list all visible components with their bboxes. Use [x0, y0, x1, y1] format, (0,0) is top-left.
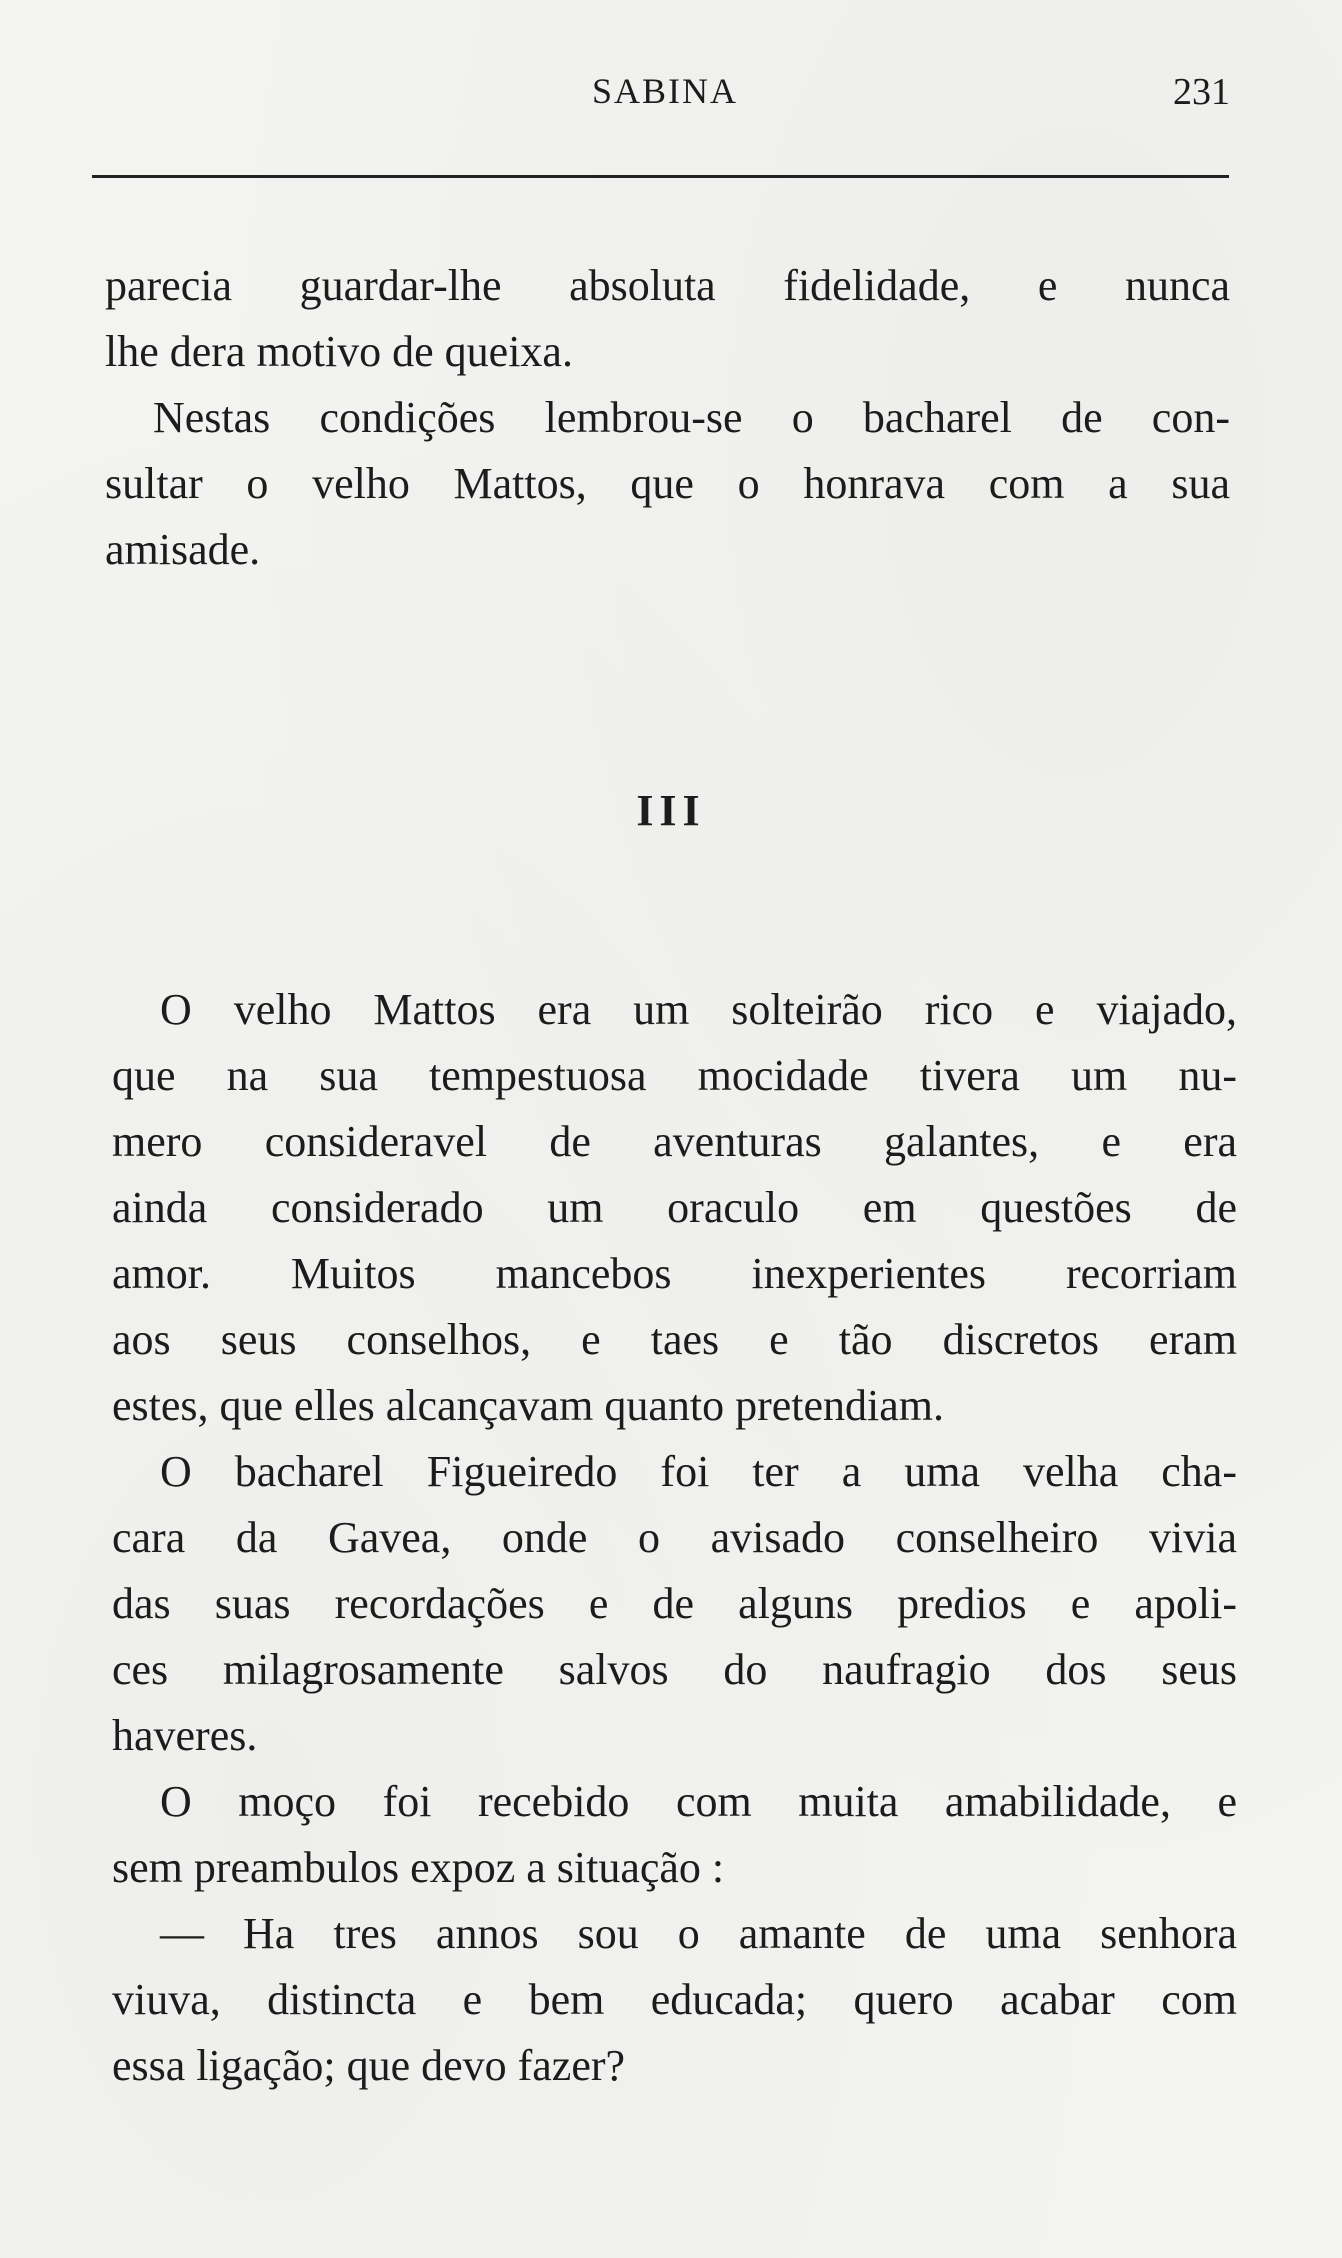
text-line: — Ha tres annos sou o amante de uma senhora [160, 1909, 1237, 1958]
text-line: amisade. [105, 525, 261, 574]
text-line: essa ligação; que devo fazer? [112, 2041, 626, 2090]
text-line: parecia guardar-lhe absoluta fidelidade, e nunca [105, 261, 1230, 310]
text-line: sultar o velho Mattos, que o honrava com a sua [105, 459, 1230, 508]
text-line: amor. Muitos mancebos inexperientes recorriam [112, 1249, 1237, 1298]
text-line: cara da Gavea, onde o avisado conselheiro vivia [112, 1513, 1237, 1562]
text-line: O moço foi recebido com muita amabilidade, e [160, 1777, 1237, 1826]
text-line: das suas recordações e de alguns predios e apoli- [112, 1579, 1237, 1628]
running-head [100, 70, 1230, 120]
text-line: lhe dera motivo de queixa. [105, 327, 573, 376]
text-line: Nestas condições lembrou-se o bacharel de con- [153, 393, 1230, 442]
text-line: O velho Mattos era um solteirão rico e viajado, [160, 985, 1237, 1034]
text-line: aos seus conselhos, e taes e tão discretos eram [112, 1315, 1237, 1364]
text-line: viuva, distincta e bem educada; quero acabar com [112, 1975, 1237, 2024]
text-line: sem preambulos expoz a situação : [112, 1843, 725, 1892]
text-line: que na sua tempestuosa mocidade tivera um nu- [112, 1051, 1237, 1100]
page-number: 231 [1173, 71, 1230, 113]
text-line: O bacharel Figueiredo foi ter a uma velha cha- [160, 1447, 1237, 1496]
text-line: ces milagrosamente salvos do naufragio dos seus [112, 1645, 1237, 1694]
text-line: haveres. [112, 1711, 258, 1760]
text-line: mero consideravel de aventuras galantes, e era [112, 1117, 1237, 1166]
text-line: estes, que elles alcançavam quanto pretendiam. [112, 1381, 944, 1430]
running-title: SABINA [591, 71, 738, 111]
paragraph-block-chapter [112, 977, 1237, 2099]
text-line: ainda considerado um oraculo em questões de [112, 1183, 1237, 1232]
paragraph-block-continuation [105, 253, 1230, 583]
chapter-heading: III [636, 786, 706, 835]
header-rule [92, 175, 1229, 178]
